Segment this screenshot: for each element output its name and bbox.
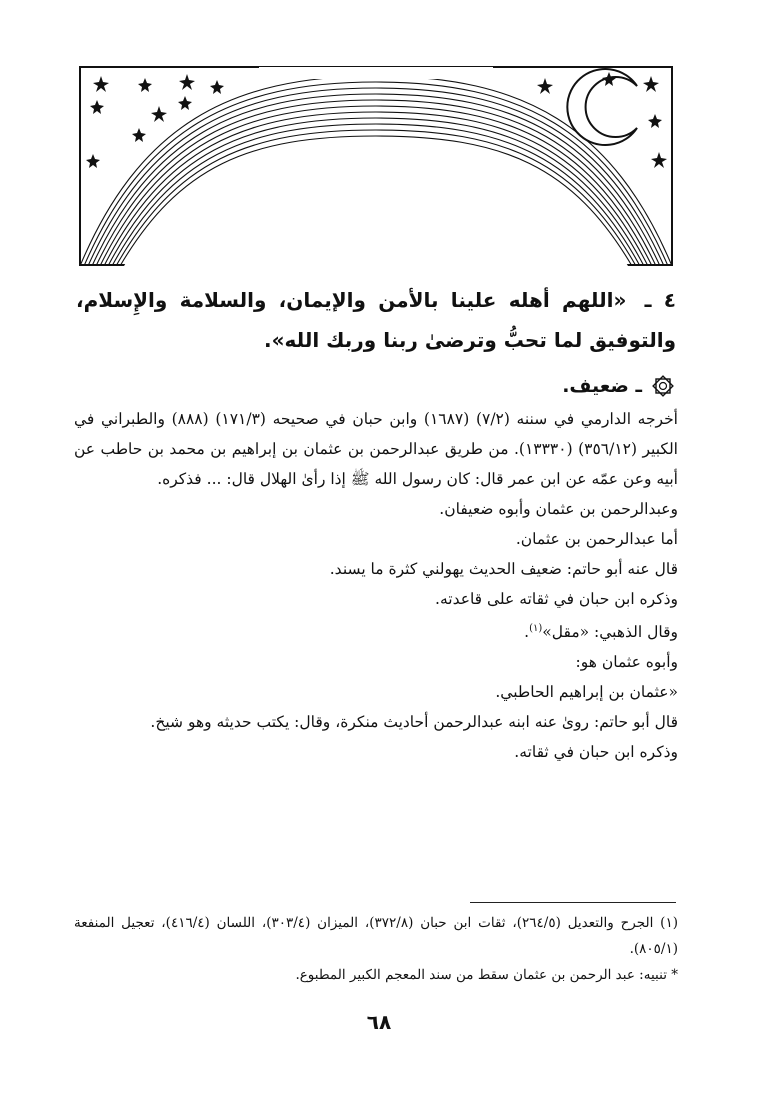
hadith-number: ٤ ـ [644, 288, 676, 312]
commentary-line: وذكره ابن حبان في ثقاته. [514, 743, 678, 762]
commentary-line: أما عبدالرحمن بن عثمان. [515, 530, 678, 548]
footnote-1: (١) الجرح والتعديل (٢٦٤/٥)، ثقات ابن حبان (٣٧٢/٨)، الميزان (٣٠٣/٤)، اللسان (٤١٦/٤)، تعجيل المنفعة (٨٠٥/١). [74, 915, 678, 957]
footnote-note: * تنبيه: عبد الرحمن بن عثمان سقط من سند المعجم الكبير المطبوع. [295, 967, 678, 983]
dhahabi-quote: وقال الذهبي: «مقل» [542, 623, 678, 642]
footnotes [74, 910, 678, 988]
commentary [74, 404, 678, 767]
footnote-ref: (١) [529, 623, 543, 634]
commentary-line: وذكره ابن حبان في ثقاته على قاعدته. [435, 590, 678, 608]
dhahabi-end: . [524, 623, 530, 642]
commentary-line: قال أبو حاتم: روىٰ عنه ابنه عبدالرحمن أحاديث منكرة، وقال: يكتب حديثه وهو شيخ. [150, 713, 678, 732]
commentary-line: وعبدالرحمن بن عثمان وأبوه ضعيفان. [439, 500, 678, 518]
page-number: ٦٨ [366, 1010, 392, 1034]
octagram-icon [650, 373, 676, 399]
commentary-line [74, 614, 678, 647]
commentary-line: «عثمان بن إبراهيم الحاطبي. [495, 683, 678, 702]
commentary-line: وأبوه عثمان هو: [575, 653, 678, 672]
decorative-banner [79, 66, 673, 266]
grade-label: ـ ضعيف. [562, 375, 642, 397]
hadith-body: «اللهم أهله علينا بالأمن والإيمان، والسلامة والإِسلام، والتوفيق لما تحبُّ وترضىٰ ربنا وربك الله». [76, 288, 676, 352]
commentary-line: أخرجه الدارمي في سننه (٧/٢) (١٦٨٧) وابن حبان في صحيحه (١٧١/٣) (٨٨٨) والطبراني في الكبير (٣٥٦/١٢) (١٣٣٣٠). من طريق عبدالرحمن بن عثمان بن إبراهيم بن محمد بن حاطب عن أبيه وعن عمّه عن ابن عمر قال: كان رسول الله ﷺ إذا رأىٰ الهلال قال: ... فذكره. [74, 410, 678, 488]
grade-line [76, 372, 676, 400]
hadith-text [76, 280, 676, 360]
footnote-divider [470, 902, 676, 903]
commentary-line: قال عنه أبو حاتم: ضعيف الحديث يهولني كثرة ما يسند. [329, 560, 678, 578]
